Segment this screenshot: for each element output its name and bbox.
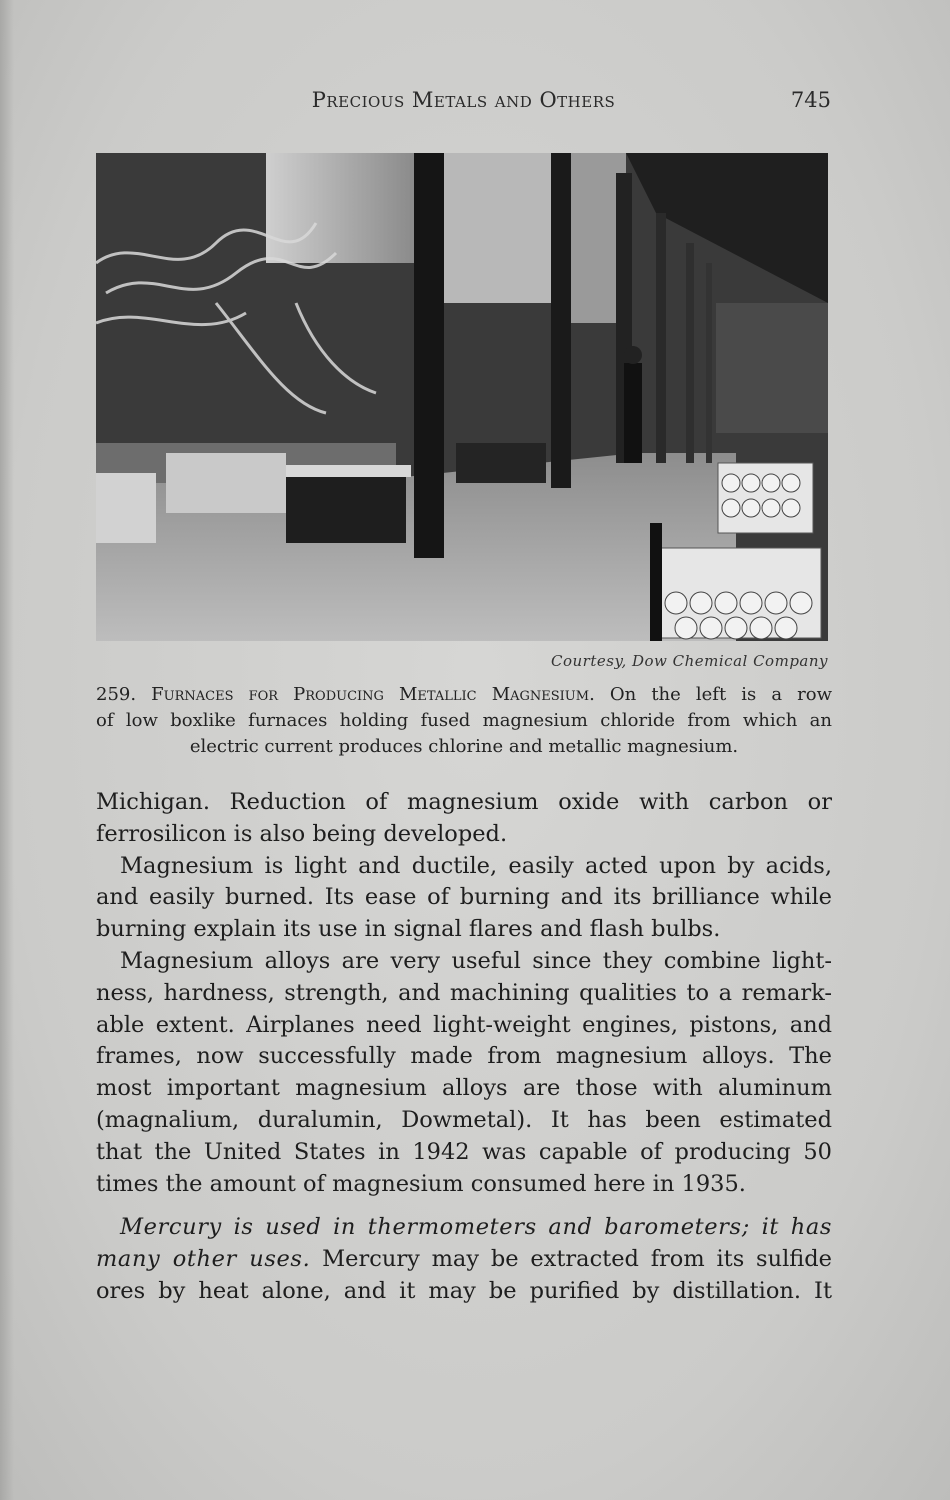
figure-title: Furnaces for Producing Metallic Magnesium. xyxy=(151,684,595,705)
figure-caption xyxy=(96,682,832,760)
body-line xyxy=(96,1244,832,1276)
body-line: Magnesium alloys are very useful since they combine light- xyxy=(120,947,832,974)
body-line: frames, now successfully made from magnesium alloys. The xyxy=(96,1043,832,1070)
photo-credit: Courtesy, Dow Chemical Company xyxy=(551,652,828,670)
body-line: Magnesium is light and ductile, easily acted upon by acids, xyxy=(120,852,832,879)
factory-photograph xyxy=(96,153,828,641)
body-line: times the amount of magnesium consumed here in 1935. xyxy=(96,1170,746,1197)
section-heading-mercury-end: many other uses. xyxy=(96,1246,311,1273)
page-number: 745 xyxy=(790,88,831,112)
page-edge-shadow xyxy=(0,0,14,1500)
body-line: (magnalium, duralumin, Dowmetal). It has been estimated xyxy=(96,1106,832,1133)
body-line: ness, hardness, strength, and machining qualities to a remark- xyxy=(96,979,832,1006)
caption-line-1 xyxy=(96,682,832,708)
body-line: Michigan. Reduction of magnesium oxide with carbon or xyxy=(96,789,832,815)
caption-text-1: On the left is a row xyxy=(609,684,832,705)
body-line-text: Mercury may be extracted from its sulfide xyxy=(322,1246,833,1273)
body-line: most important magnesium alloys are those with aluminum xyxy=(96,1075,832,1102)
body-line: able extent. Airplanes need light-weight engines, pistons, and xyxy=(96,1011,832,1038)
body-line: and easily burned. Its ease of burning and its brilliance while xyxy=(96,884,832,911)
running-head-title: Precious Metals and Others xyxy=(311,88,616,112)
body-text xyxy=(96,787,832,1308)
body-line: that the United States in 1942 was capable of producing 50 xyxy=(96,1138,832,1165)
section-heading-mercury: Mercury is used in thermometers and barometers; it has xyxy=(120,1214,832,1241)
body-line: ores by heat alone, and it may be purified by distillation. It xyxy=(96,1277,832,1304)
body-line: burning explain its use in signal flares and flash bulbs. xyxy=(96,916,721,943)
figure-number: 259. xyxy=(96,684,137,705)
caption-line-2: of low boxlike furnaces holding fused magnesium chloride from which an xyxy=(96,710,832,731)
body-line: ferrosilicon is also being developed. xyxy=(96,820,508,847)
running-head xyxy=(96,88,831,118)
caption-line-3: electric current produces chlorine and metallic magnesium. xyxy=(189,736,739,757)
